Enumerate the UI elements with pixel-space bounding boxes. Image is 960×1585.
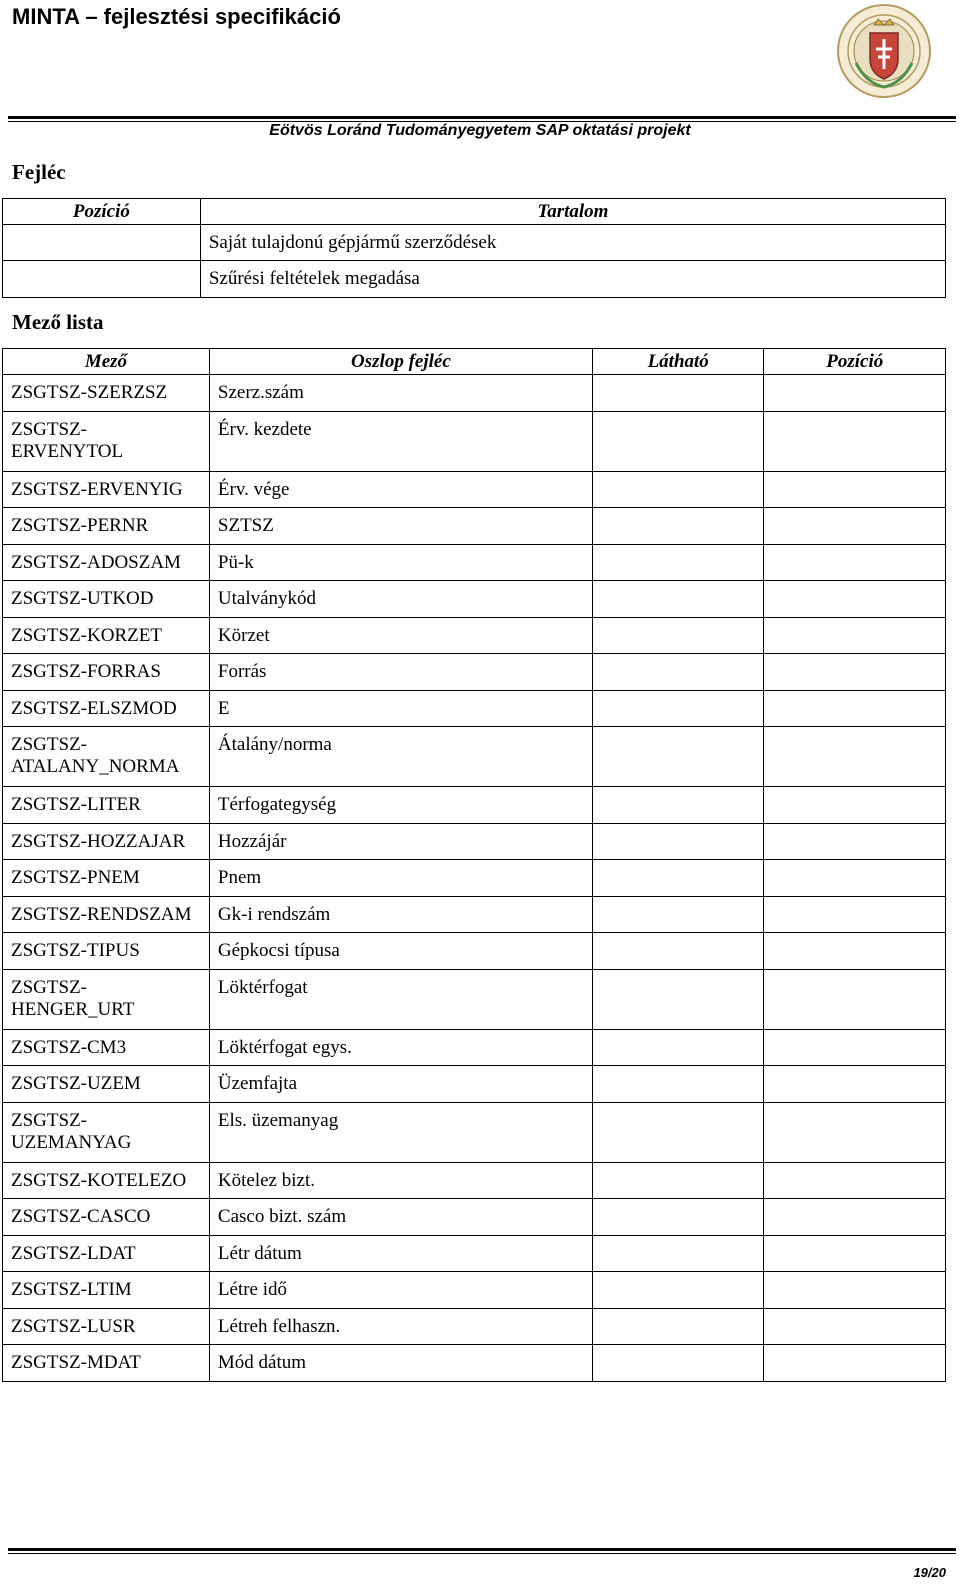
cell-lathato [592,896,764,933]
cell-tartalom: Saját tulajdonú gépjármű szerződések [200,225,945,261]
cell-oszlop-fejlec: Kötelez bizt. [209,1162,592,1199]
cell-pozicio [764,823,946,860]
column-header-lathato: Látható [592,349,764,375]
table-row [3,617,946,654]
cell-pozicio [764,1102,946,1162]
cell-oszlop-fejlec: Gépkocsi típusa [209,933,592,970]
cell-pozicio [764,933,946,970]
table-row [3,1308,946,1345]
project-name: Eötvös Loránd Tudományegyetem SAP oktatási projekt [269,122,691,139]
cell-lathato [592,860,764,897]
column-header-tartalom: Tartalom [200,199,945,225]
cell-lathato [592,1066,764,1103]
cell-lathato [592,1235,764,1272]
cell-oszlop-fejlec: Érv. kezdete [209,411,592,471]
cell-mezo: ZSGTSZ-HOZZAJAR [3,823,210,860]
column-header-mezo: Mező [3,349,210,375]
table-row [3,727,946,787]
cell-mezo: ZSGTSZ- HENGER_URT [3,969,210,1029]
cell-lathato [592,654,764,691]
table-row [3,654,946,691]
column-header-pozicio: Pozíció [3,199,201,225]
page-number: 19/20 [913,1565,946,1580]
table-row [3,375,946,412]
cell-pozicio [764,508,946,545]
cell-lathato [592,1029,764,1066]
cell-mezo: ZSGTSZ-ADOSZAM [3,544,210,581]
table-row [3,225,946,261]
cell-oszlop-fejlec: Els. üzemanyag [209,1102,592,1162]
cell-oszlop-fejlec: Hozzájár [209,823,592,860]
cell-tartalom: Szűrési feltételek megadása [200,261,945,298]
cell-lathato [592,1102,764,1162]
cell-pozicio [764,471,946,508]
cell-lathato [592,1272,764,1309]
table-row [3,471,946,508]
cell-mezo: ZSGTSZ-PERNR [3,508,210,545]
cell-pozicio [764,1272,946,1309]
cell-oszlop-fejlec: Létr dátum [209,1235,592,1272]
cell-lathato [592,690,764,727]
cell-lathato [592,411,764,471]
fejlec-table [2,198,946,298]
cell-pozicio [764,1066,946,1103]
table-row [3,411,946,471]
section-title-fejlec: Fejléc [12,160,66,184]
column-header-pozicio: Pozíció [764,349,946,375]
document-title: MINTA – fejlesztési specifikáció [12,4,341,29]
cell-oszlop-fejlec: Löktérfogat egys. [209,1029,592,1066]
cell-lathato [592,508,764,545]
cell-lathato [592,727,764,787]
cell-mezo: ZSGTSZ-LUSR [3,1308,210,1345]
table-row [3,823,946,860]
cell-pozicio [764,1308,946,1345]
cell-oszlop-fejlec: Casco bizt. szám [209,1199,592,1236]
cell-lathato [592,1162,764,1199]
cell-lathato [592,581,764,618]
cell-oszlop-fejlec: Létre idő [209,1272,592,1309]
table-row [3,1066,946,1103]
table-row [3,860,946,897]
cell-pozicio [764,1235,946,1272]
cell-pozicio [764,1162,946,1199]
cell-oszlop-fejlec: Térfogategység [209,787,592,824]
cell-pozicio [764,860,946,897]
cell-pozicio [764,1199,946,1236]
cell-mezo: ZSGTSZ-KOTELEZO [3,1162,210,1199]
table-row [3,690,946,727]
cell-oszlop-fejlec: Üzemfajta [209,1066,592,1103]
table-row [3,1272,946,1309]
mezo-lista-table [2,348,946,1382]
cell-mezo: ZSGTSZ-RENDSZAM [3,896,210,933]
cell-oszlop-fejlec: Körzet [209,617,592,654]
cell-mezo: ZSGTSZ-PNEM [3,860,210,897]
table-row [3,1235,946,1272]
cell-oszlop-fejlec: Utalványkód [209,581,592,618]
cell-pozicio [764,654,946,691]
table-row [3,1345,946,1382]
cell-oszlop-fejlec: Gk-i rendszám [209,896,592,933]
cell-oszlop-fejlec: E [209,690,592,727]
cell-mezo: ZSGTSZ- ATALANY_NORMA [3,727,210,787]
table-row [3,1162,946,1199]
cell-pozicio [764,1345,946,1382]
cell-mezo: ZSGTSZ-CASCO [3,1199,210,1236]
mezo-header-row [3,349,946,375]
cell-oszlop-fejlec: Szerz.szám [209,375,592,412]
cell-oszlop-fejlec: Mód dátum [209,1345,592,1382]
table-row [3,787,946,824]
cell-lathato [592,787,764,824]
table-row [3,1199,946,1236]
cell-mezo: ZSGTSZ-LITER [3,787,210,824]
table-row [3,544,946,581]
table-row [3,1102,946,1162]
cell-pozicio [764,411,946,471]
cell-mezo: ZSGTSZ-KORZET [3,617,210,654]
cell-mezo: ZSGTSZ-FORRAS [3,654,210,691]
cell-pozicio [764,375,946,412]
section-title-mezo-lista: Mező lista [12,310,104,334]
cell-mezo: ZSGTSZ- UZEMANYAG [3,1102,210,1162]
cell-oszlop-fejlec: SZTSZ [209,508,592,545]
fejlec-header-row [3,199,946,225]
cell-mezo: ZSGTSZ-SZERZSZ [3,375,210,412]
table-row [3,508,946,545]
cell-pozicio [764,969,946,1029]
table-row [3,581,946,618]
cell-mezo: ZSGTSZ-LTIM [3,1272,210,1309]
cell-mezo: ZSGTSZ-ERVENYIG [3,471,210,508]
cell-oszlop-fejlec: Forrás [209,654,592,691]
table-row [3,896,946,933]
cell-lathato [592,969,764,1029]
cell-oszlop-fejlec: Pü-k [209,544,592,581]
cell-lathato [592,1345,764,1382]
table-row [3,933,946,970]
cell-pozicio [764,690,946,727]
cell-oszlop-fejlec: Létreh felhaszn. [209,1308,592,1345]
cell-pozicio [764,896,946,933]
cell-mezo: ZSGTSZ-UTKOD [3,581,210,618]
cell-lathato [592,544,764,581]
cell-mezo: ZSGTSZ-TIPUS [3,933,210,970]
cell-pozicio [764,581,946,618]
cell-mezo: ZSGTSZ- ERVENYTOL [3,411,210,471]
cell-mezo: ZSGTSZ-MDAT [3,1345,210,1382]
cell-oszlop-fejlec: Pnem [209,860,592,897]
cell-pozicio [764,617,946,654]
cell-pozicio [3,225,201,261]
cell-mezo: ZSGTSZ-ELSZMOD [3,690,210,727]
cell-mezo: ZSGTSZ-LDAT [3,1235,210,1272]
cell-mezo: ZSGTSZ-CM3 [3,1029,210,1066]
cell-mezo: ZSGTSZ-UZEM [3,1066,210,1103]
cell-lathato [592,1308,764,1345]
column-header-oszlop-fejlec: Oszlop fejléc [209,349,592,375]
cell-lathato [592,471,764,508]
cell-pozicio [3,261,201,298]
university-seal-icon [836,3,932,99]
table-row [3,261,946,298]
table-row [3,969,946,1029]
cell-lathato [592,375,764,412]
cell-oszlop-fejlec: Érv. vége [209,471,592,508]
cell-lathato [592,823,764,860]
cell-lathato [592,617,764,654]
cell-oszlop-fejlec: Átalány/norma [209,727,592,787]
cell-pozicio [764,544,946,581]
cell-lathato [592,1199,764,1236]
cell-pozicio [764,1029,946,1066]
cell-pozicio [764,787,946,824]
table-row [3,1029,946,1066]
cell-oszlop-fejlec: Löktérfogat [209,969,592,1029]
cell-pozicio [764,727,946,787]
cell-lathato [592,933,764,970]
